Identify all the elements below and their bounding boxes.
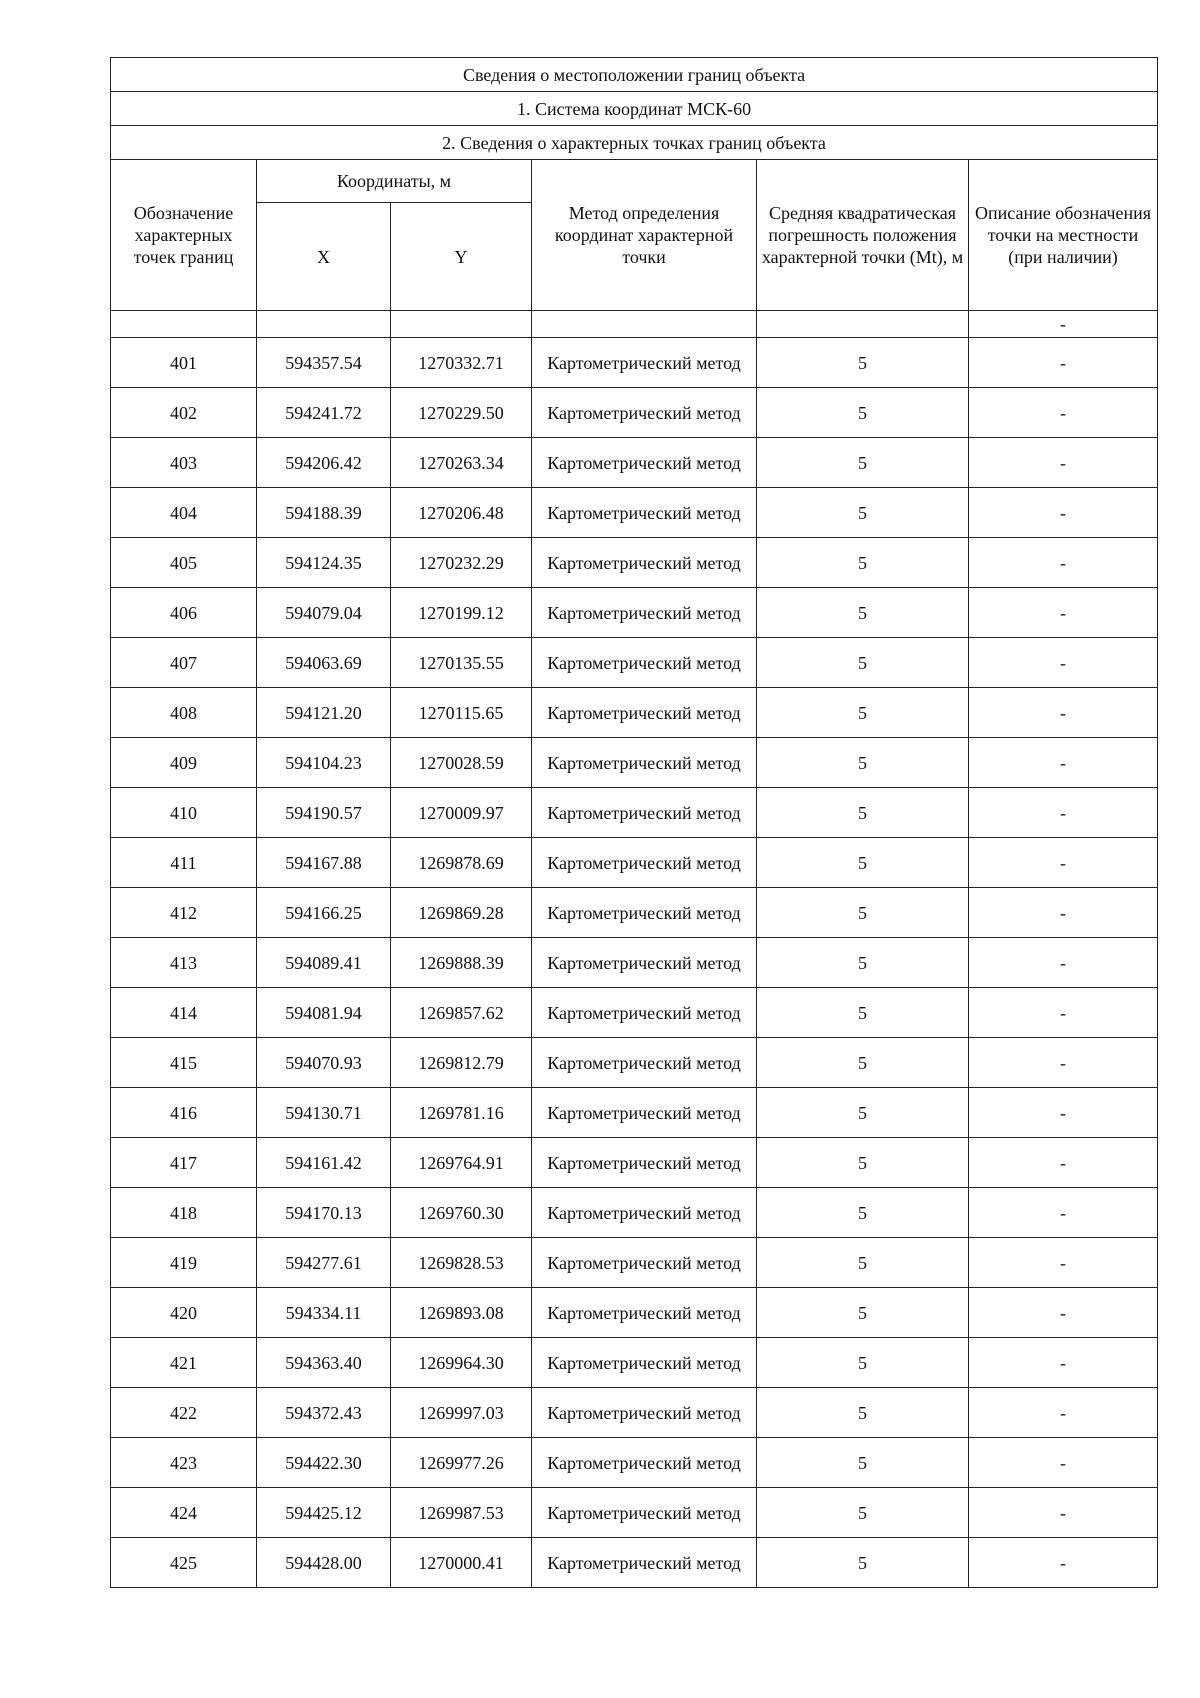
description-cell: - xyxy=(969,1388,1158,1438)
description-cell: - xyxy=(969,738,1158,788)
description-cell: - xyxy=(969,588,1158,638)
point-cell: 401 xyxy=(111,338,257,388)
description-cell: - xyxy=(969,538,1158,588)
description-cell: - xyxy=(969,388,1158,438)
y-coordinate-cell: 1270229.50 xyxy=(391,388,532,438)
description-cell: - xyxy=(969,688,1158,738)
table-row xyxy=(111,538,1158,588)
method-cell: Картометрический метод xyxy=(532,1338,757,1388)
y-coordinate-cell: 1270263.34 xyxy=(391,438,532,488)
description-cell: - xyxy=(969,1188,1158,1238)
method-cell: Картометрический метод xyxy=(532,1188,757,1238)
table-row xyxy=(111,1538,1158,1588)
point-cell: 417 xyxy=(111,1138,257,1188)
error-cell: 5 xyxy=(757,1438,969,1488)
y-coordinate-cell: 1270028.59 xyxy=(391,738,532,788)
error-cell: 5 xyxy=(757,438,969,488)
error-cell: 5 xyxy=(757,888,969,938)
method-cell: Картометрический метод xyxy=(532,988,757,1038)
error-cell: 5 xyxy=(757,538,969,588)
x-coordinate-cell: 594241.72 xyxy=(257,388,391,438)
method-cell: Картометрический метод xyxy=(532,638,757,688)
error-cell: 5 xyxy=(757,988,969,1038)
x-coordinate-cell: 594363.40 xyxy=(257,1338,391,1388)
table-row xyxy=(111,638,1158,688)
table-row xyxy=(111,1388,1158,1438)
point-cell: 422 xyxy=(111,1388,257,1438)
method-cell: Картометрический метод xyxy=(532,1288,757,1338)
x-coordinate-cell: 594425.12 xyxy=(257,1488,391,1538)
method-cell: Картометрический метод xyxy=(532,788,757,838)
error-cell: 5 xyxy=(757,1038,969,1088)
table-row xyxy=(111,838,1158,888)
point-cell: 424 xyxy=(111,1488,257,1538)
table-row xyxy=(111,338,1158,388)
point-cell: 407 xyxy=(111,638,257,688)
x-coordinate-cell: 594079.04 xyxy=(257,588,391,638)
error-cell: 5 xyxy=(757,838,969,888)
error-cell: 5 xyxy=(757,938,969,988)
column-header-y: Y xyxy=(391,203,532,311)
column-header-point: Обозначение характерных точек границ xyxy=(111,160,257,311)
blank-cell xyxy=(111,311,257,338)
error-cell: 5 xyxy=(757,1238,969,1288)
point-cell: 414 xyxy=(111,988,257,1038)
method-cell: Картометрический метод xyxy=(532,888,757,938)
description-cell: - xyxy=(969,1038,1158,1088)
y-coordinate-cell: 1269857.62 xyxy=(391,988,532,1038)
point-cell: 418 xyxy=(111,1188,257,1238)
point-cell: 419 xyxy=(111,1238,257,1288)
table-row xyxy=(111,788,1158,838)
description-cell: - xyxy=(969,988,1158,1038)
table-row xyxy=(111,888,1158,938)
x-coordinate-cell: 594081.94 xyxy=(257,988,391,1038)
method-cell: Картометрический метод xyxy=(532,838,757,888)
point-cell: 411 xyxy=(111,838,257,888)
point-cell: 420 xyxy=(111,1288,257,1338)
point-cell: 404 xyxy=(111,488,257,538)
x-coordinate-cell: 594372.43 xyxy=(257,1388,391,1438)
description-cell: - xyxy=(969,488,1158,538)
description-cell: - xyxy=(969,1488,1158,1538)
blank-cell xyxy=(257,311,391,338)
error-cell: 5 xyxy=(757,1338,969,1388)
y-coordinate-cell: 1270115.65 xyxy=(391,688,532,738)
blank-cell xyxy=(532,311,757,338)
table-row xyxy=(111,938,1158,988)
table-row xyxy=(111,1488,1158,1538)
y-coordinate-cell: 1269977.26 xyxy=(391,1438,532,1488)
y-coordinate-cell: 1269878.69 xyxy=(391,838,532,888)
error-cell: 5 xyxy=(757,338,969,388)
document-page xyxy=(110,57,1157,1588)
y-coordinate-cell: 1270206.48 xyxy=(391,488,532,538)
boundary-points-table xyxy=(110,57,1158,1588)
description-cell: - xyxy=(969,338,1158,388)
y-coordinate-cell: 1269869.28 xyxy=(391,888,532,938)
method-cell: Картометрический метод xyxy=(532,1038,757,1088)
method-cell: Картометрический метод xyxy=(532,388,757,438)
y-coordinate-cell: 1269964.30 xyxy=(391,1338,532,1388)
x-coordinate-cell: 594124.35 xyxy=(257,538,391,588)
y-coordinate-cell: 1269828.53 xyxy=(391,1238,532,1288)
table-row xyxy=(111,1038,1158,1088)
error-cell: 5 xyxy=(757,1488,969,1538)
point-cell: 408 xyxy=(111,688,257,738)
column-header-method: Метод определения координат характерной точки xyxy=(532,160,757,311)
y-coordinate-cell: 1269997.03 xyxy=(391,1388,532,1438)
point-cell: 423 xyxy=(111,1438,257,1488)
y-coordinate-cell: 1270000.41 xyxy=(391,1538,532,1588)
y-coordinate-cell: 1269893.08 xyxy=(391,1288,532,1338)
description-cell: - xyxy=(969,938,1158,988)
error-cell: 5 xyxy=(757,588,969,638)
blank-row xyxy=(111,311,1158,338)
table-row xyxy=(111,588,1158,638)
error-cell: 5 xyxy=(757,738,969,788)
blank-cell xyxy=(757,311,969,338)
error-cell: 5 xyxy=(757,638,969,688)
y-coordinate-cell: 1270135.55 xyxy=(391,638,532,688)
method-cell: Картометрический метод xyxy=(532,588,757,638)
error-cell: 5 xyxy=(757,1538,969,1588)
point-cell: 416 xyxy=(111,1088,257,1138)
table-title: Сведения о местоположении границ объекта xyxy=(111,58,1158,92)
y-coordinate-cell: 1269760.30 xyxy=(391,1188,532,1238)
table-row xyxy=(111,1088,1158,1138)
description-cell: - xyxy=(969,838,1158,888)
y-coordinate-cell: 1269781.16 xyxy=(391,1088,532,1138)
y-coordinate-cell: 1270199.12 xyxy=(391,588,532,638)
description-cell: - xyxy=(969,1438,1158,1488)
x-coordinate-cell: 594130.71 xyxy=(257,1088,391,1138)
blank-description-cell: - xyxy=(969,311,1158,338)
method-cell: Картометрический метод xyxy=(532,1238,757,1288)
description-cell: - xyxy=(969,638,1158,688)
point-cell: 413 xyxy=(111,938,257,988)
point-cell: 412 xyxy=(111,888,257,938)
x-coordinate-cell: 594170.13 xyxy=(257,1188,391,1238)
point-cell: 410 xyxy=(111,788,257,838)
error-cell: 5 xyxy=(757,688,969,738)
method-cell: Картометрический метод xyxy=(532,1388,757,1438)
point-cell: 402 xyxy=(111,388,257,438)
y-coordinate-cell: 1270009.97 xyxy=(391,788,532,838)
table-row xyxy=(111,488,1158,538)
coordinate-system: 1. Система координат МСК-60 xyxy=(111,92,1158,126)
y-coordinate-cell: 1269888.39 xyxy=(391,938,532,988)
description-cell: - xyxy=(969,788,1158,838)
x-coordinate-cell: 594277.61 xyxy=(257,1238,391,1288)
x-coordinate-cell: 594104.23 xyxy=(257,738,391,788)
method-cell: Картометрический метод xyxy=(532,738,757,788)
x-coordinate-cell: 594167.88 xyxy=(257,838,391,888)
y-coordinate-cell: 1269987.53 xyxy=(391,1488,532,1538)
method-cell: Картометрический метод xyxy=(532,1088,757,1138)
table-row xyxy=(111,988,1158,1038)
point-cell: 405 xyxy=(111,538,257,588)
x-coordinate-cell: 594161.42 xyxy=(257,1138,391,1188)
error-cell: 5 xyxy=(757,788,969,838)
method-cell: Картометрический метод xyxy=(532,488,757,538)
column-header-error: Средняя квадратическая погрешность положения характерной точки (Mt), м xyxy=(757,160,969,311)
table-row xyxy=(111,1338,1158,1388)
table-row xyxy=(111,688,1158,738)
x-coordinate-cell: 594334.11 xyxy=(257,1288,391,1338)
error-cell: 5 xyxy=(757,1138,969,1188)
error-cell: 5 xyxy=(757,388,969,438)
table-row xyxy=(111,388,1158,438)
table-row xyxy=(111,1188,1158,1238)
table-row xyxy=(111,1438,1158,1488)
table-row xyxy=(111,438,1158,488)
error-cell: 5 xyxy=(757,488,969,538)
x-coordinate-cell: 594357.54 xyxy=(257,338,391,388)
blank-cell xyxy=(391,311,532,338)
section-title: 2. Сведения о характерных точках границ объекта xyxy=(111,126,1158,160)
method-cell: Картометрический метод xyxy=(532,1438,757,1488)
x-coordinate-cell: 594089.41 xyxy=(257,938,391,988)
column-header-coordinates: Координаты, м xyxy=(257,160,532,203)
table-row xyxy=(111,1138,1158,1188)
description-cell: - xyxy=(969,1338,1158,1388)
y-coordinate-cell: 1270232.29 xyxy=(391,538,532,588)
y-coordinate-cell: 1269764.91 xyxy=(391,1138,532,1188)
description-cell: - xyxy=(969,1088,1158,1138)
point-cell: 406 xyxy=(111,588,257,638)
error-cell: 5 xyxy=(757,1188,969,1238)
x-coordinate-cell: 594422.30 xyxy=(257,1438,391,1488)
description-cell: - xyxy=(969,888,1158,938)
point-cell: 403 xyxy=(111,438,257,488)
error-cell: 5 xyxy=(757,1088,969,1138)
description-cell: - xyxy=(969,1138,1158,1188)
method-cell: Картометрический метод xyxy=(532,688,757,738)
table-row xyxy=(111,1288,1158,1338)
x-coordinate-cell: 594070.93 xyxy=(257,1038,391,1088)
method-cell: Картометрический метод xyxy=(532,438,757,488)
point-cell: 425 xyxy=(111,1538,257,1588)
error-cell: 5 xyxy=(757,1288,969,1338)
x-coordinate-cell: 594188.39 xyxy=(257,488,391,538)
method-cell: Картометрический метод xyxy=(532,1138,757,1188)
column-header-x: X xyxy=(257,203,391,311)
table-row xyxy=(111,1238,1158,1288)
method-cell: Картометрический метод xyxy=(532,538,757,588)
description-cell: - xyxy=(969,1288,1158,1338)
point-cell: 421 xyxy=(111,1338,257,1388)
x-coordinate-cell: 594166.25 xyxy=(257,888,391,938)
x-coordinate-cell: 594428.00 xyxy=(257,1538,391,1588)
method-cell: Картометрический метод xyxy=(532,1538,757,1588)
table-row xyxy=(111,738,1158,788)
y-coordinate-cell: 1270332.71 xyxy=(391,338,532,388)
description-cell: - xyxy=(969,438,1158,488)
x-coordinate-cell: 594190.57 xyxy=(257,788,391,838)
point-cell: 409 xyxy=(111,738,257,788)
point-cell: 415 xyxy=(111,1038,257,1088)
method-cell: Картометрический метод xyxy=(532,938,757,988)
x-coordinate-cell: 594063.69 xyxy=(257,638,391,688)
x-coordinate-cell: 594121.20 xyxy=(257,688,391,738)
x-coordinate-cell: 594206.42 xyxy=(257,438,391,488)
method-cell: Картометрический метод xyxy=(532,338,757,388)
column-header-description: Описание обозначения точки на местности (при наличии) xyxy=(969,160,1158,311)
error-cell: 5 xyxy=(757,1388,969,1438)
y-coordinate-cell: 1269812.79 xyxy=(391,1038,532,1088)
description-cell: - xyxy=(969,1538,1158,1588)
method-cell: Картометрический метод xyxy=(532,1488,757,1538)
description-cell: - xyxy=(969,1238,1158,1288)
